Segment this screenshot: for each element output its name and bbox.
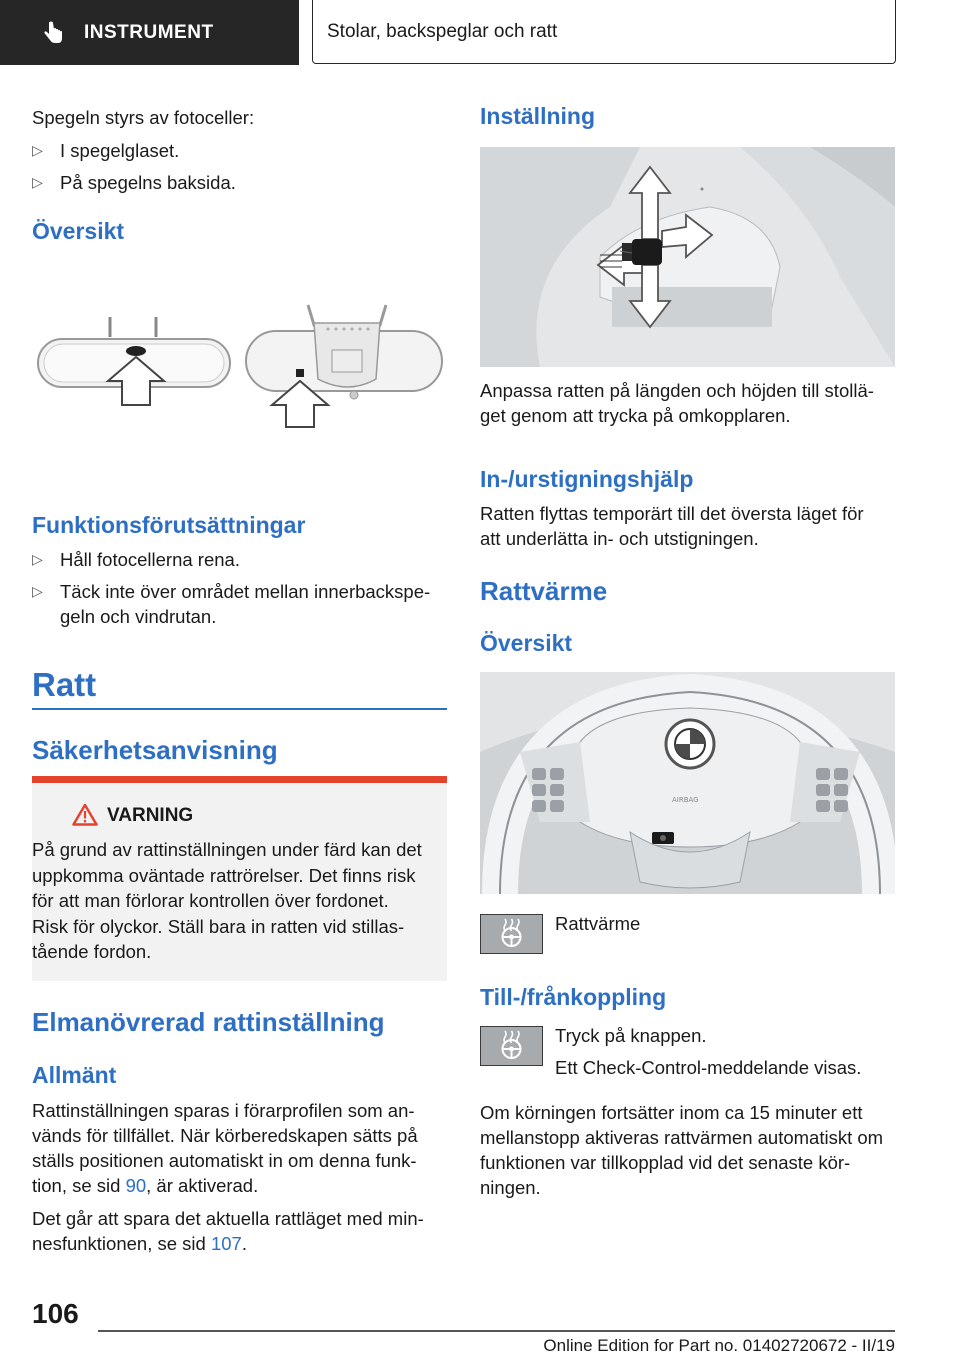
warning-box	[32, 776, 447, 981]
body-line	[32, 1231, 452, 1256]
button-caption: Rattvärme	[555, 913, 641, 934]
body-line: Anpassa ratten på längden och höjden till stollä-	[480, 380, 874, 401]
triangle-bullet-icon: ▷	[32, 583, 43, 599]
warning-line: tående fordon.	[32, 941, 152, 962]
header-chapter-tab	[312, 0, 896, 64]
list-item-text: I spegelglaset.	[60, 140, 180, 161]
list-item-text: Täck inte över området mellan innerbackspe-	[60, 581, 431, 602]
steering-wheel-image	[480, 672, 895, 894]
safety-heading: Säkerhetsanvisning	[32, 735, 278, 765]
body-line-text: nesfunktionen, se sid	[32, 1233, 211, 1254]
header-chapter-title: Stolar, backspeglar och ratt	[327, 20, 558, 42]
list-item	[32, 579, 430, 629]
page-number: 106	[32, 1298, 79, 1329]
warning-line: Risk för olyckor. Ställ bara in ratten vid stillas-	[32, 915, 405, 937]
triangle-bullet-icon: ▷	[32, 551, 43, 567]
list-item-text: Håll fotocellerna rena.	[60, 549, 240, 570]
allmant-heading: Allmänt	[32, 1062, 117, 1088]
instig-heading: In-/urstigningshjälp	[480, 466, 694, 492]
body-line-text: .	[241, 1233, 247, 1254]
body-line: Rattinställningen sparas i förarprofilen som an-	[32, 1100, 415, 1121]
footer-edition: Online Edition for Part no. 01402720672 - II/19	[543, 1336, 895, 1355]
save-text	[32, 1206, 452, 1256]
rattvarme-heading: Rattvärme	[480, 576, 608, 606]
instig-text	[480, 501, 900, 551]
body-line: mellanstopp aktiveras rattvärmen automatiskt om	[480, 1127, 884, 1148]
body-line: Om körningen fortsätter inom ca 15 minuter ett	[480, 1102, 863, 1123]
warning-label: VARNING	[107, 805, 194, 826]
list-item	[32, 547, 240, 572]
intro-text: Spegeln styrs av fotoceller:	[32, 107, 255, 128]
airbag-label: AIRBAG	[672, 796, 699, 804]
till-result-text: Ett Check-Control-meddelande visas.	[555, 1057, 862, 1078]
oversikt-heading: Översikt	[32, 218, 125, 244]
till-heading: Till-/frånkoppling	[480, 984, 667, 1010]
page-link-90[interactable]: 90	[125, 1175, 147, 1196]
list-item	[32, 170, 236, 195]
func-heading: Funktionsförutsättningar	[32, 512, 306, 538]
body-line-text: tion, se sid	[32, 1175, 126, 1196]
rattvarme-oversikt-heading: Översikt	[480, 630, 573, 656]
warning-line: På grund av rattinställningen under färd kan det	[32, 839, 422, 860]
hand-pointer-icon	[40, 20, 66, 46]
installning-text	[480, 378, 900, 428]
warning-line: för att man förlorar kontrollen över fordonet.	[32, 890, 389, 911]
list-item	[32, 138, 179, 163]
till-step-text: Tryck på knappen.	[555, 1025, 707, 1046]
body-line	[32, 1173, 452, 1198]
triangle-bullet-icon: ▷	[32, 142, 43, 158]
warning-bar	[32, 776, 447, 783]
section-divider	[32, 708, 447, 710]
elman-heading: Elmanövrerad rattinställning	[32, 1007, 385, 1037]
heated-steering-wheel-button-icon	[480, 914, 543, 954]
body-line: get genom att trycka på omkopplaren.	[480, 405, 791, 426]
mirror-illustration	[32, 295, 447, 435]
warning-triangle-icon	[72, 803, 98, 826]
body-line: ningen.	[480, 1177, 541, 1198]
steering-switch-image	[480, 147, 895, 367]
page-link-107[interactable]: 107	[210, 1233, 242, 1254]
list-item-text: På spegelns baksida.	[60, 172, 236, 193]
list-item-text: geln och vindrutan.	[60, 606, 217, 627]
final-text	[480, 1100, 900, 1200]
header-section-tab	[0, 0, 299, 65]
body-line: att underlätta in- och utstigningen.	[480, 528, 759, 549]
body-line: Ratten flyttas temporärt till det översta läget för	[480, 503, 864, 524]
footer-divider	[98, 1330, 895, 1332]
body-line: Det går att spara det aktuella rattläget med min-	[32, 1208, 424, 1229]
heated-steering-wheel-button[interactable]	[480, 1026, 543, 1066]
installning-heading: Inställning	[480, 103, 595, 129]
allmant-text	[32, 1098, 452, 1198]
warning-line: uppkomma oväntade rattrörelser. Det finns risk	[32, 864, 416, 886]
warning-text	[32, 837, 422, 965]
header-section-label: INSTRUMENT	[84, 21, 214, 43]
triangle-bullet-icon: ▷	[32, 174, 43, 190]
body-line-text: , är aktiverad.	[146, 1175, 259, 1196]
body-line: vänds för tillfället. När körberedskapen sätts på	[32, 1125, 418, 1146]
body-line: ställs positionen automatiskt in om denna funk-	[32, 1150, 417, 1171]
body-line: funktionen var tillkopplad vid det senaste kör-	[480, 1152, 851, 1173]
ratt-heading: Ratt	[32, 666, 97, 703]
